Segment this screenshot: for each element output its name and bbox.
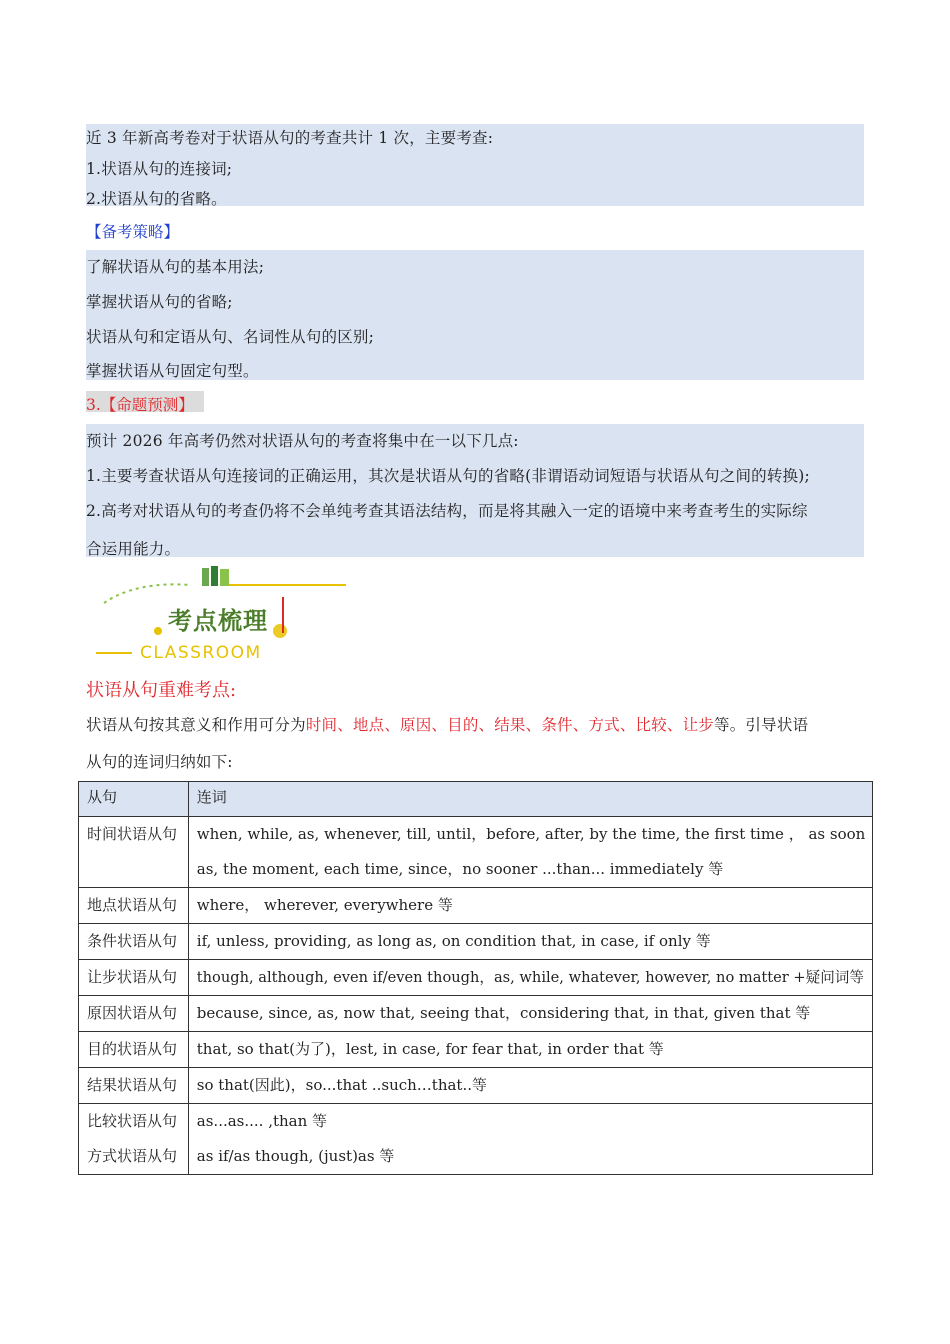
clause-type: 地点状语从句 xyxy=(79,888,189,924)
description-categories: 时间、地点、原因、目的、结果、条件、方式、比较、让步 xyxy=(305,716,715,734)
intro-line-1: 近 3 年新高考卷对于状语从句的考查共计 1 次，主要考查: xyxy=(86,129,494,147)
prediction-line-4: 合运用能力。 xyxy=(86,540,181,558)
description-prefix: 状语从句按其意义和作用可分为 xyxy=(86,716,306,734)
prediction-line-2: 1.主要考查状语从句连接词的正确运用，其次是状语从句的省略(非谓语动词短语与状语从句之间的转换); xyxy=(86,467,810,485)
logo-subtitle: CLASSROOM xyxy=(140,643,262,663)
clause-type-pair xyxy=(79,1104,189,1175)
description-suffix: 等。引导状语 xyxy=(714,716,809,734)
section-description-line-2: 从句的连词归纳如下: xyxy=(86,753,233,771)
clause-conjunctions: as...as.... ,than 等 xyxy=(196,1112,328,1130)
table-row xyxy=(79,817,873,888)
table-row xyxy=(79,888,873,924)
clause-conjunctions: when, while, as, whenever, till, until，before, after, by the time, the first time ， as soon as, the moment, each time, since，no sooner ...than... immediately 等 xyxy=(188,817,872,888)
header-conjunction: 连词 xyxy=(188,782,872,817)
prediction-line-1: 预计 2026 年高考仍然对状语从句的考查将集中在一以下几点: xyxy=(86,432,519,450)
strategy-item: 掌握状语从句固定句型。 xyxy=(86,362,259,380)
clause-type: 目的状语从句 xyxy=(79,1032,189,1068)
clause-type: 时间状语从句 xyxy=(79,817,189,888)
clause-type: 让步状语从句 xyxy=(79,960,189,996)
strategy-item: 状语从句和定语从句、名词性从句的区别; xyxy=(86,328,375,346)
table-header-row xyxy=(79,782,873,817)
clause-type: 条件状语从句 xyxy=(79,924,189,960)
table-row xyxy=(79,1032,873,1068)
strategy-item: 掌握状语从句的省略; xyxy=(86,293,233,311)
prediction-line-3: 2.高考对状语从句的考查仍将不会单纯考查其语法结构，而是将其融入一定的语境中来考查考生的实际综 xyxy=(86,502,808,520)
clause-conjunctions: that, so that(为了)，lest, in case, for fear that, in order that 等 xyxy=(188,1032,872,1068)
intro-block xyxy=(86,124,864,206)
prediction-block xyxy=(86,424,864,557)
table-row xyxy=(79,996,873,1032)
section-title: 状语从句重难考点: xyxy=(86,680,237,701)
table-row xyxy=(79,1068,873,1104)
clause-conjunctions-pair xyxy=(188,1104,872,1175)
section-description xyxy=(86,713,808,735)
table-row xyxy=(79,924,873,960)
header-clause: 从句 xyxy=(79,782,189,817)
strategy-heading: 【备考策略】 xyxy=(86,223,180,241)
clause-conjunctions: where， wherever, everywhere 等 xyxy=(188,888,872,924)
clause-conjunctions: as if/as though, (just)as 等 xyxy=(196,1147,395,1165)
classroom-logo xyxy=(96,563,356,668)
clause-conjunctions: though, although, even if/even though，as, while, whatever, however, no matter +疑问词等 xyxy=(188,960,872,996)
conjunction-table xyxy=(78,781,873,1175)
clause-conjunctions: because, since, as, now that, seeing that，considering that, in that, given that 等 xyxy=(188,996,872,1032)
clause-type: 原因状语从句 xyxy=(79,996,189,1032)
strategy-block xyxy=(86,250,864,380)
strategy-item: 了解状语从句的基本用法; xyxy=(86,258,265,276)
logo-title: 考点梳理 xyxy=(168,607,268,635)
table-row xyxy=(79,960,873,996)
clause-type: 方式状语从句 xyxy=(87,1147,178,1165)
prediction-heading: 3.【命题预测】 xyxy=(86,396,194,414)
intro-line-3: 2.状语从句的省略。 xyxy=(86,190,227,208)
clause-type: 结果状语从句 xyxy=(79,1068,189,1104)
clause-conjunctions: if, unless, providing, as long as, on condition that, in case, if only 等 xyxy=(188,924,872,960)
clause-type: 比较状语从句 xyxy=(87,1112,178,1130)
table-row xyxy=(79,1104,873,1175)
clause-conjunctions: so that(因此)，so...that ..such…that..等 xyxy=(188,1068,872,1104)
intro-line-2: 1.状语从句的连接词; xyxy=(86,160,233,178)
